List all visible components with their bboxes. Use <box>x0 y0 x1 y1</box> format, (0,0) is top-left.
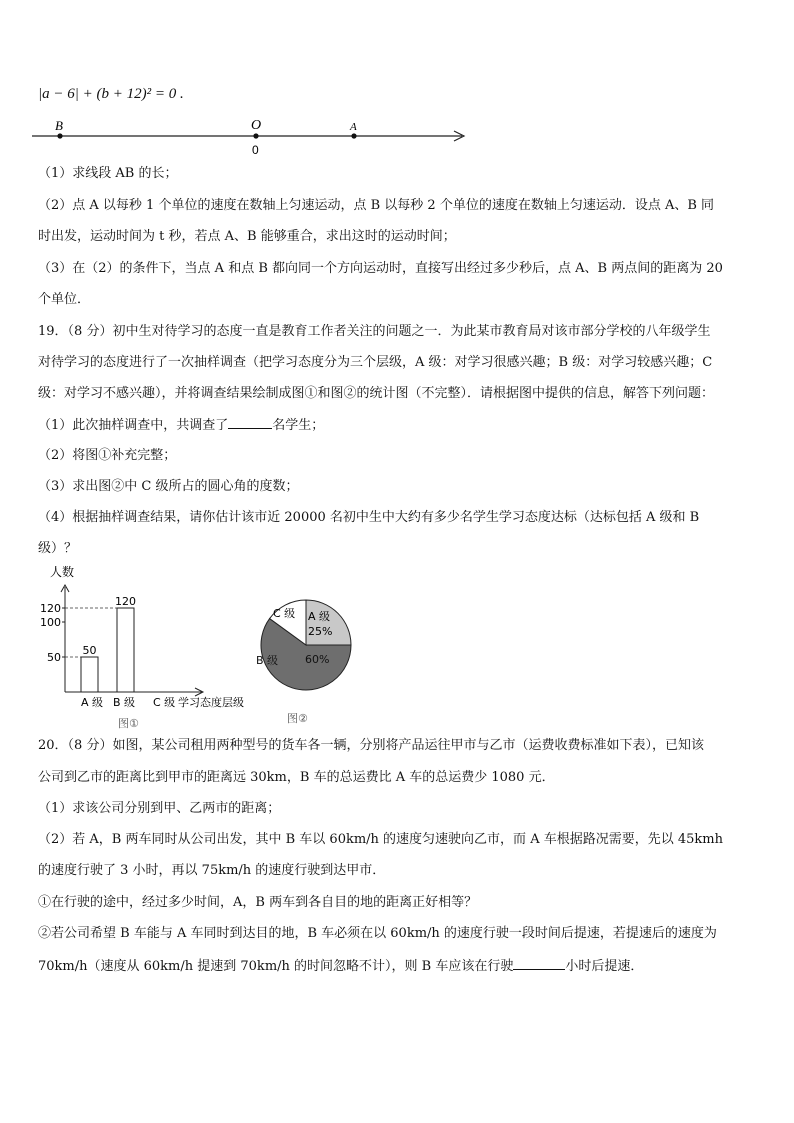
q20-intro-line1: 20．（8 分）如图，某公司租用两种型号的货车各一辆，分别将产品运往甲市与乙市（运费收费标准如下表），已知该 <box>38 738 704 753</box>
q20-part1: （1）求该公司分别到甲、乙两市的距离； <box>38 801 281 816</box>
bar-chart <box>40 564 244 730</box>
point-o <box>253 133 258 138</box>
bar-1 <box>117 608 134 692</box>
pie-chart <box>256 600 351 725</box>
q20-sub1: ①在行驶的途中，经过多少时间，A，B 两车到各自目的地的距离正好相等？ <box>38 895 478 910</box>
equation: |a − 6| + (b + 12)² = 0 . <box>38 86 184 102</box>
q20-sub2-line1: ②若公司希望 B 车能与 A 车同时到达目的地，B 车必须在以 60km/h 的速度行驶一段时间后提速，若提速后的速度为 <box>38 926 717 941</box>
q20-intro-line2: 公司到乙市的距离比到甲市的距离远 30km，B 车的总运费比 A 车的总运费少 1080 元． <box>38 770 555 785</box>
bar-value-label: 120 <box>115 595 136 608</box>
x-category-label: B 级 <box>113 696 136 709</box>
q19-part4-line1: （4）根据抽样调查结果，请你估计该市近 20000 名初中生中大约有多少名学生学习态度达标（达标包括 A 级和 B <box>38 510 700 525</box>
bar-value-label: 50 <box>82 644 97 657</box>
statistics-figures <box>30 560 390 735</box>
answer-blank[interactable] <box>228 416 272 429</box>
q19-part1-pre: （1）此次抽样调查中，共调查了 <box>38 418 229 433</box>
pie-label-a: A 级 <box>308 610 331 623</box>
figure1-caption: 图① <box>118 717 139 730</box>
figure2-caption: 图② <box>287 712 308 725</box>
q18-part3-line1: （3）在（2）的条件下，当点 A 和点 B 都向同一个方向运动时，直接写出经过多少秒后，点 A、B 两点间的距离为 20 <box>38 261 723 276</box>
label-o: O <box>251 118 262 133</box>
point-b <box>57 133 62 138</box>
x-category-label: A 级 <box>81 696 104 709</box>
bar-0 <box>81 657 98 692</box>
pie-percent-b: 60% <box>305 653 330 666</box>
y-tick-label: 100 <box>40 616 61 629</box>
q18-part1: （1）求线段 AB 的长； <box>38 166 178 181</box>
number-line <box>32 114 472 159</box>
q19-part3: （3）求出图②中 C 级所占的圆心角的度数； <box>38 479 299 494</box>
pie-percent-a: 25% <box>308 625 333 638</box>
q20-part2-line1: （2）若 A，B 两车同时从公司出发，其中 B 车以 60km/h 的速度匀速驶向乙市，而 A 车根据路况需要，先以 45kmh <box>38 832 723 847</box>
q19-part1 <box>38 416 324 435</box>
y-tick-label: 50 <box>47 651 61 664</box>
x-category-label: C 级 <box>153 696 176 709</box>
q18-part2-line1: （2）点 A 以每秒 1 个单位的速度在数轴上匀速运动，点 B 以每秒 2 个单位的速度在数轴上匀速运动．设点 A、B 同 <box>38 198 715 213</box>
pie-label-c: C 级 <box>273 607 296 620</box>
label-zero: 0 <box>252 143 259 157</box>
q19-intro-line1: 19．（8 分）初中生对待学习的态度一直是教育工作者关注的问题之一．为此某市教育局对该市部分学校的八年级学生 <box>38 324 711 339</box>
q19-intro-line3: 级：对学习不感兴趣），并将调查结果绘制成图①和图②的统计图（不完整）．请根据图中提供的信息，解答下列问题： <box>38 386 715 401</box>
q19-part2: （2）将图①补充完整； <box>38 448 177 463</box>
pie-label-b: B 级 <box>256 654 279 667</box>
x-axis-label: 学习态度层级 <box>178 696 244 709</box>
q18-part3-line2: 个单位． <box>38 292 91 307</box>
q18-part2-line2: 时出发，运动时间为 t 秒，若点 A、B 能够重合，求出这时的运动时间； <box>38 229 456 244</box>
point-a <box>351 133 356 138</box>
q19-part4-line2: 级）？ <box>38 541 78 556</box>
q20-sub2-line2 <box>38 957 643 976</box>
q20-sub2-pre: 70km/h（速度从 60km/h 提速到 70km/h 的时间忽略不计），则 B 车应该在行驶 <box>38 959 514 974</box>
label-b: B <box>55 118 63 133</box>
y-tick-label: 120 <box>40 602 61 615</box>
answer-blank[interactable] <box>513 957 565 970</box>
y-axis-label: 人数 <box>50 565 75 579</box>
q19-part1-post: 名学生； <box>272 418 325 433</box>
label-a: A <box>350 121 357 133</box>
q19-intro-line2: 对待学习的态度进行了一次抽样调查（把学习态度分为三个层级，A 级：对学习很感兴趣；B 级：对学习较感兴趣；C <box>38 355 713 370</box>
q20-part2-line2: 的速度行驶了 3 小时，再以 75km/h 的速度行驶到达甲市． <box>38 863 386 878</box>
q20-sub2-post: 小时后提速． <box>565 959 644 974</box>
